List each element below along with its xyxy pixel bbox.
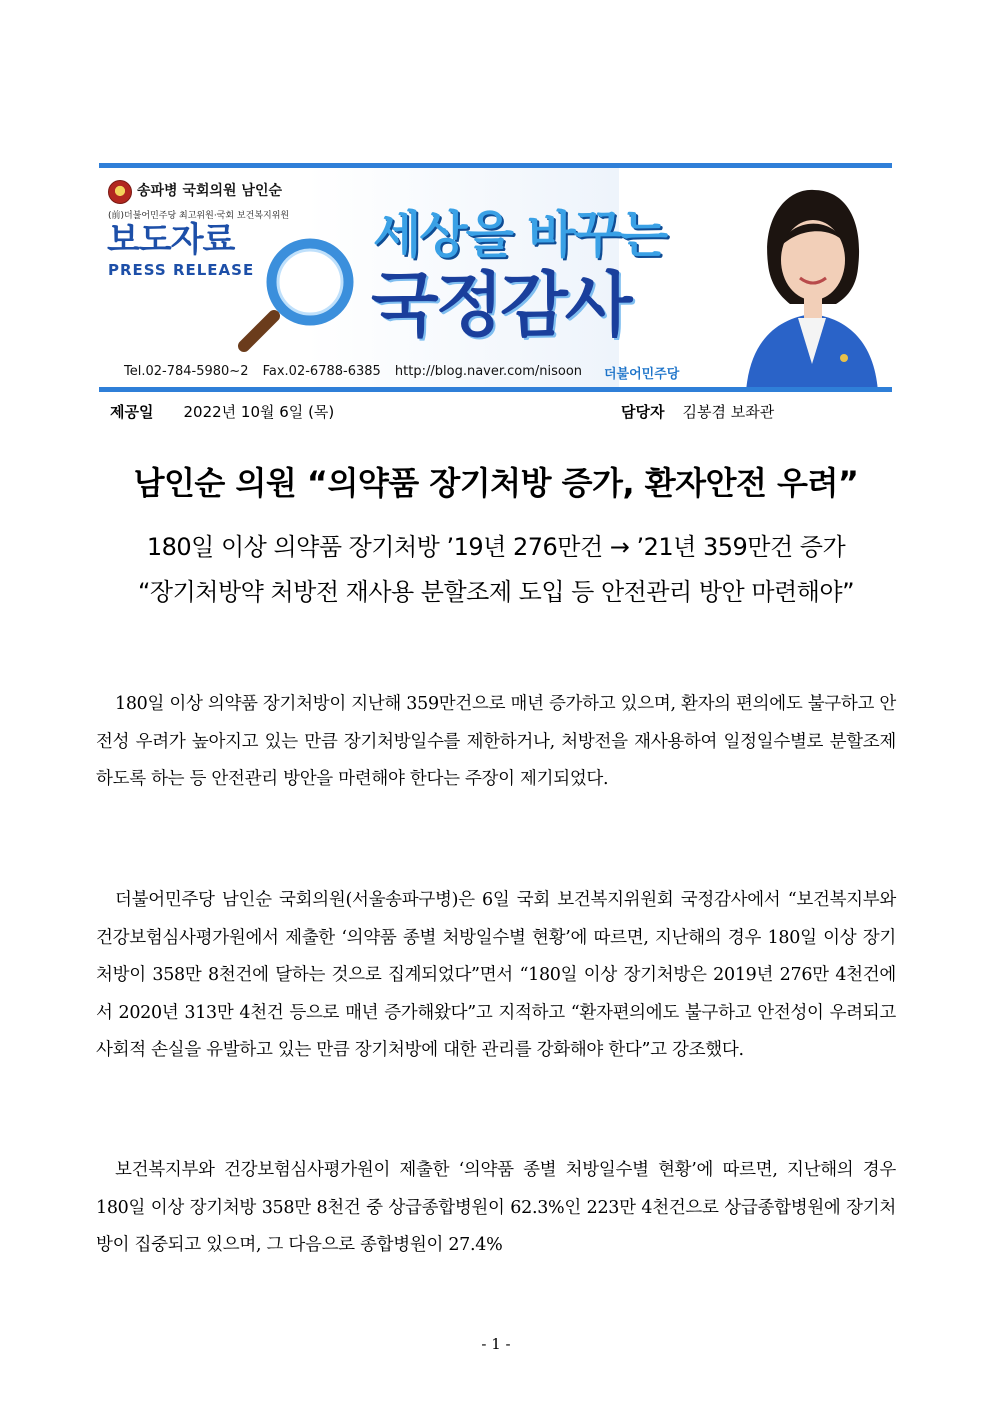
contact-person-value: 김봉겸 보좌관 xyxy=(682,403,775,421)
release-date xyxy=(110,401,334,422)
contact-tel: Tel.02-784-5980~2 xyxy=(124,364,249,379)
contact-line xyxy=(124,364,592,379)
national-assembly-emblem-icon xyxy=(108,180,132,204)
contact-person-label: 담당자 xyxy=(621,403,665,421)
press-release-title-ko: 보도자료 xyxy=(107,220,235,260)
member-subtitle: (前)더불어민주당 최고위원·국회 보건복지위원 xyxy=(108,211,290,221)
contact-blog[interactable]: http://blog.naver.com/nisoon xyxy=(394,364,583,379)
press-release-title-en: PRESS RELEASE xyxy=(108,261,255,279)
subheadline-1: 180일 이상 의약품 장기처방 ’19년 276만건 → ’21년 359만건 증가 xyxy=(146,533,846,561)
contact-person xyxy=(621,401,774,422)
page-number: - 1 - xyxy=(481,1335,511,1353)
lawmaker-portrait xyxy=(732,168,892,392)
headline: 남인순 의원 “의약품 장기처방 증가, 환자안전 우려” xyxy=(133,464,859,502)
contact-fax: Fax.02-6788-6385 xyxy=(262,364,381,379)
magnifier-icon xyxy=(224,238,384,358)
slogan-line-2: 국정감사 xyxy=(371,264,630,346)
body-paragraph-2: 더불어민주당 남인순 국회의원(서울송파구병)은 6일 국회 보건복지위원회 국정감사에서 “보건복지부와 건강보험심사평가원에서 제출한 ‘의약품 종별 처방일수별 현황’에 따르면, 지난해의 경우 180일 이상 장기처방이 358만 8천건에 달하는 것으로 집계되었다”면서 “180일 이상 장기처방은 2019년 276만 4천건에서 2020년 313만 4천건 등으로 매년 증가해왔다”고 지적하고 “환자편의에도 불구하고 안전성이 우려되고 사회적 손실을 유발하고 있는 만큼 장기처방에 대한 관리를 강화해야 한다”고 강조했다. xyxy=(96,890,896,1060)
slogan-line-1: 세상을 바꾸는 xyxy=(373,206,667,264)
release-date-label: 제공일 xyxy=(110,403,154,421)
party-logo: 더불어민주당 xyxy=(604,367,680,382)
body-paragraph-3: 보건복지부와 건강보험심사평가원이 제출한 ‘의약품 종별 처방일수별 현황’에 따르면, 지난해의 경우 180일 이상 장기처방 358만 8천건 중 상급종합병원이 62.3%인 223만 4천건으로 상급종합병원에 장기처방이 집중되고 있으며, 그 다음으로 종합병원이 27.4% xyxy=(96,1160,896,1255)
member-name: 송파병 국회의원 남인순 xyxy=(137,183,282,199)
subheadline-2: “장기처방약 처방전 재사용 분할조제 도입 등 안전관리 방안 마련해야” xyxy=(137,578,855,606)
release-date-value: 2022년 10월 6일 (목) xyxy=(183,403,335,421)
press-release-banner xyxy=(99,163,892,392)
body-paragraph-1: 180일 이상 의약품 장기처방이 지난해 359만건으로 매년 증가하고 있으며, 환자의 편의에도 불구하고 안전성 우려가 높아지고 있는 만큼 장기처방일수를 제한하거나, 처방전을 재사용하여 일정일수별로 분할조제 하도록 하는 등 안전관리 방안을 마련해야 한다는 주장이 제기되었다. xyxy=(96,694,897,789)
